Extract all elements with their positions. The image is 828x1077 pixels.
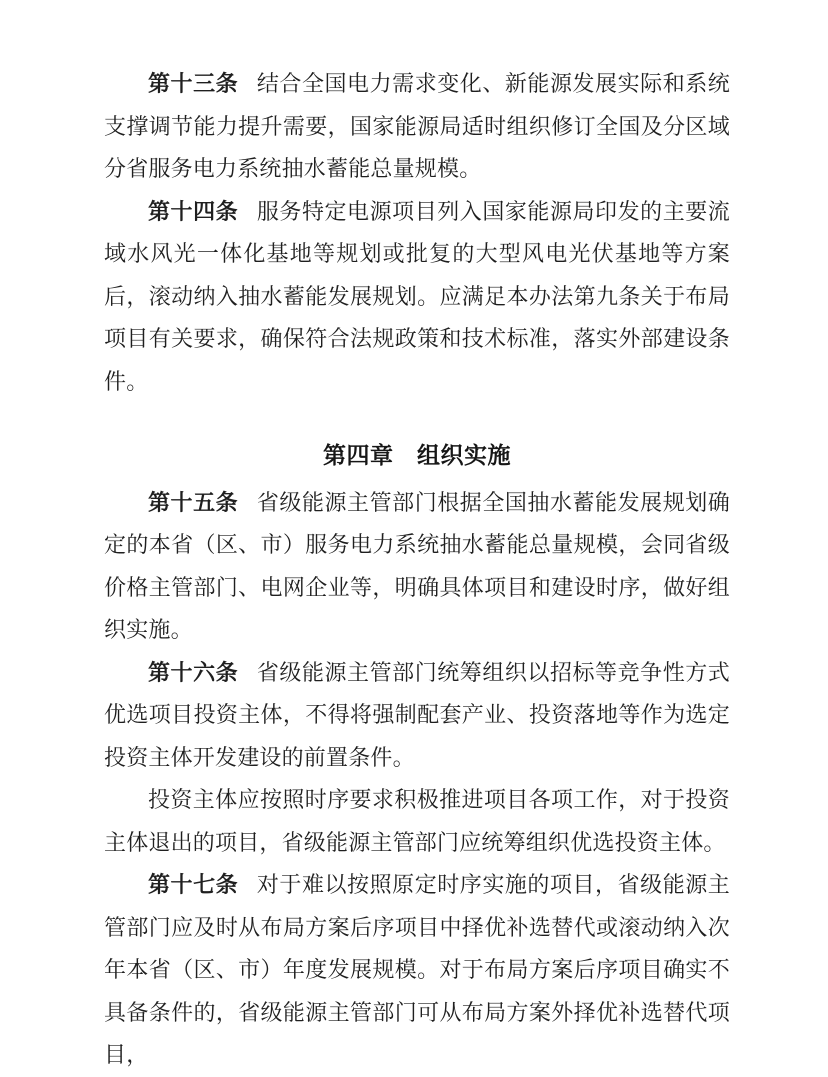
document-body	[104, 63, 730, 1077]
paragraph-text: 省级能源主管部门根据全国抽水蓄能发展规划确定的本省（区、市）服务电力系统抽水蓄能总量规模，会同省级价格主管部门、电网企业等，明确具体项目和建设时序，做好组织实施。	[104, 489, 730, 642]
article-paragraph	[104, 864, 730, 1077]
paragraph-text: 结合全国电力需求变化、新能源发展实际和系统支撑调节能力提升需要，国家能源局适时组织修订全国及分区域分省服务电力系统抽水蓄能总量规模。	[104, 71, 730, 181]
article-number: 第十六条	[148, 659, 239, 685]
article-paragraph	[104, 191, 730, 404]
paragraph-text: 投资主体应按照时序要求积极推进项目各项工作，对于投资主体退出的项目，省级能源主管部门应统筹组织优选投资主体。	[104, 787, 730, 855]
article-paragraph	[104, 482, 730, 652]
article-number: 第十七条	[148, 872, 239, 897]
paragraph-text: 省级能源主管部门统筹组织以招标等竞争性方式优选项目投资主体，不得将强制配套产业、投资落地等作为选定投资主体开发建设的前置条件。	[104, 659, 730, 770]
paragraph-text: 对于难以按照原定时序实施的项目，省级能源主管部门应及时从布局方案后序项目中择优补选替代或滚动纳入次年本省（区、市）年度发展规模。对于布局方案后序项目确实不具备条件的，省级能源主管部门可从布局方案外择优补选替代项目，	[104, 872, 730, 1067]
article-number: 第十五条	[148, 489, 239, 515]
body-paragraph	[104, 779, 730, 864]
article-number: 第十三条	[148, 71, 239, 96]
article-paragraph	[104, 652, 730, 780]
chapter-heading: 第四章 组织实施	[323, 442, 511, 468]
paragraph-text: 服务特定电源项目列入国家能源局印发的主要流域水风光一体化基地等规划或批复的大型风电光伏基地等方案后，滚动纳入抽水蓄能发展规划。应满足本办法第九条关于布局项目有关要求，确保符合法规政策和技术标准，落实外部建设条件。	[104, 198, 730, 394]
article-number: 第十四条	[148, 198, 239, 224]
article-paragraph	[104, 63, 730, 191]
